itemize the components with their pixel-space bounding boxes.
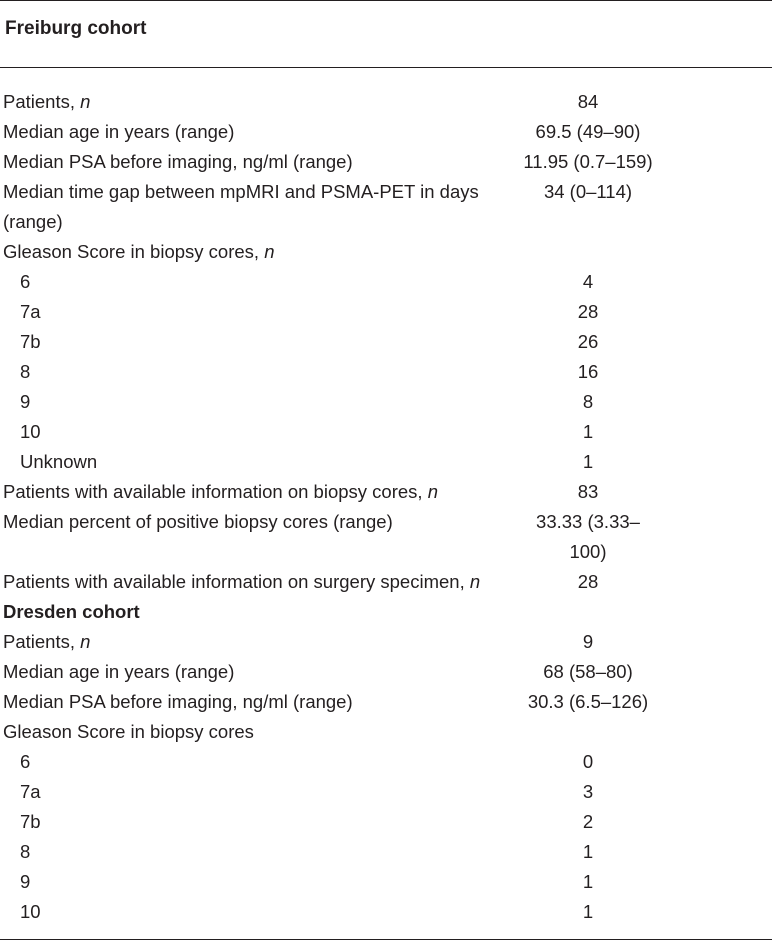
row-label-text: 8 [20,361,31,382]
row-value: 1 [582,451,594,472]
table-row [0,687,772,717]
row-label-text: 7a [20,781,41,802]
row-label-text: 10 [20,421,41,442]
row-label [3,567,480,597]
table-row-continuation [0,537,772,567]
row-label [20,387,30,417]
table-row [0,747,772,777]
row-label [20,417,41,447]
row-label-italic: n [264,241,275,262]
table-row [0,417,772,447]
row-value: 1 [582,901,594,922]
table-row [0,237,772,267]
row-label [20,357,30,387]
table-row [0,327,772,357]
table-row-continuation [0,207,772,237]
row-label [20,747,30,777]
row-value: 33.33 (3.33– [536,511,640,532]
row-label-text: 9 [20,391,31,412]
row-label [3,657,234,687]
table-row [0,177,772,207]
row-label-text: 8 [20,841,31,862]
table-row [0,567,772,597]
row-value: 2 [582,811,594,832]
row-label-text: 6 [20,271,31,292]
row-value: 28 [577,301,599,322]
row-label [20,777,41,807]
row-value-continuation: 100) [569,541,607,562]
row-label-italic: n [427,481,438,502]
row-value: 1 [582,421,594,442]
row-label-text: Gleason Score in biopsy cores, [3,241,265,262]
table-row [0,117,772,147]
row-label [20,807,41,837]
table-header-title: Freiburg cohort [5,18,147,39]
row-value: 84 [577,91,599,112]
row-label-italic: n [80,631,91,652]
row-label [3,237,274,267]
row-label-text: Patients with available information on surgery specimen, [3,571,470,592]
row-label [3,507,393,537]
row-value: 1 [582,871,594,892]
row-label [3,717,254,747]
row-value: 28 [577,571,599,592]
row-label [3,87,90,117]
row-label-text: 9 [20,871,31,892]
table-row [0,267,772,297]
table-row [0,387,772,417]
table-row [0,867,772,897]
row-label [3,627,90,657]
table-row [0,297,772,327]
row-label-text: Median age in years (range) [3,121,235,142]
row-value: 9 [582,631,594,652]
table-row [0,897,772,927]
row-label-text: Dresden cohort [3,601,140,622]
row-label-text: Median PSA before imaging, ng/ml (range) [3,151,353,172]
row-value: 16 [577,361,599,382]
row-value: 4 [582,271,594,292]
header-rule [0,67,772,68]
table-row [0,87,772,117]
top-rule [0,0,772,1]
table-row [0,657,772,687]
table-row [0,507,772,537]
row-label-text: Patients, [3,631,81,652]
row-value: 26 [577,331,599,352]
row-label [3,147,353,177]
row-label-italic: n [80,91,91,112]
row-label-italic: n [469,571,481,592]
row-value: 0 [582,751,594,772]
row-value: 83 [577,481,599,502]
row-value: 8 [582,391,594,412]
row-label-text: Median PSA before imaging, ng/ml (range) [3,691,353,712]
row-label [20,867,30,897]
row-label-text: Patients with available information on biopsy cores, [3,481,428,502]
row-value: 68 (58–80) [543,661,633,682]
table-row [0,627,772,657]
row-label-text: Gleason Score in biopsy cores [3,721,254,742]
table-row [0,777,772,807]
row-label-text: Median percent of positive biopsy cores (range) [3,511,393,532]
row-value: 3 [582,781,594,802]
row-value: 69.5 (49–90) [535,121,641,142]
row-label [20,297,41,327]
table-row [0,447,772,477]
section-header-row [0,597,772,627]
row-label [3,177,479,207]
row-label-text: 7a [20,301,41,322]
row-label-text: Patients, [3,91,81,112]
row-label [3,477,438,507]
row-label [20,267,30,297]
bottom-rule [0,939,772,940]
row-value: 34 (0–114) [543,181,633,202]
row-label [20,897,41,927]
section-title [3,597,140,627]
row-label [3,117,234,147]
row-label-text: 6 [20,751,31,772]
row-label [20,837,30,867]
table-row [0,837,772,867]
table-row [0,147,772,177]
row-label [3,687,353,717]
row-label-text: 7b [20,811,41,832]
row-label-text: 7b [20,331,41,352]
row-label-text: Unknown [20,451,98,472]
row-label [20,327,41,357]
row-label-text: 10 [20,901,41,922]
row-label-continuation: (range) [3,211,63,232]
table-row [0,477,772,507]
row-label-text: Median age in years (range) [3,661,235,682]
row-value: 30.3 (6.5–126) [527,691,649,712]
row-value: 1 [582,841,594,862]
table-row [0,807,772,837]
table-row [0,357,772,387]
row-label-text: Median time gap between mpMRI and PSMA-PET in days [3,181,479,202]
table-row [0,717,772,747]
row-value: 11.95 (0.7–159) [523,151,653,172]
row-label [20,447,97,477]
